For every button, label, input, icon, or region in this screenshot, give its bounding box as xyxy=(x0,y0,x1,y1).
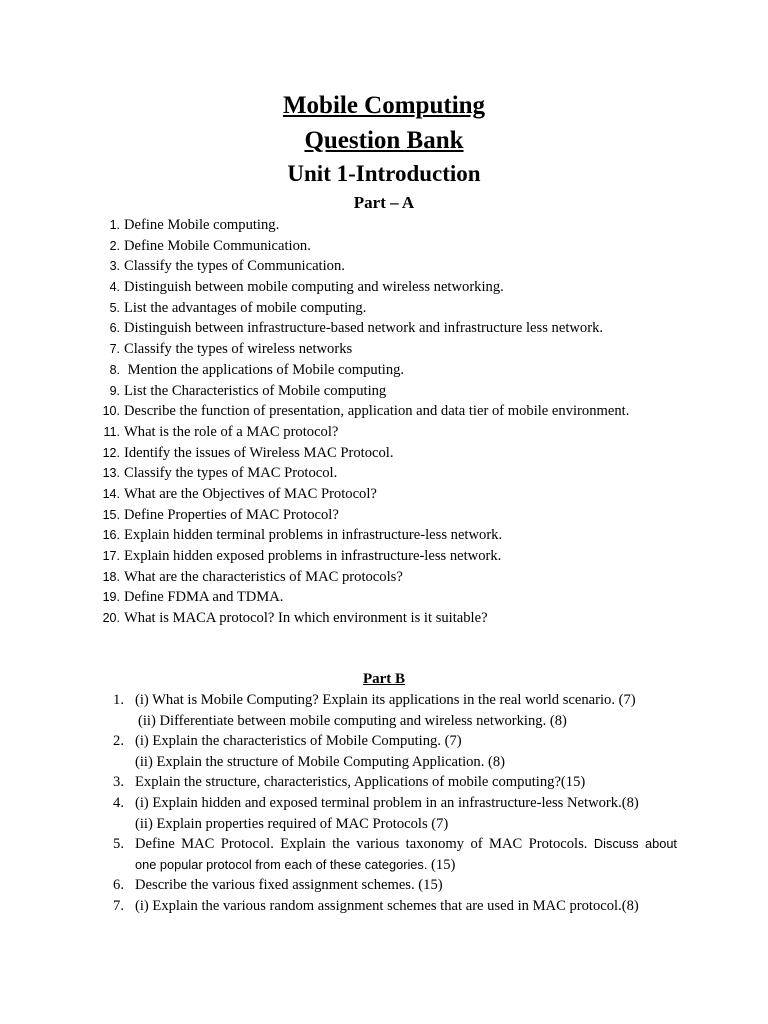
question-text: What are the characteristics of MAC protocols? xyxy=(124,568,403,585)
question-text: List the advantages of mobile computing. xyxy=(124,299,367,316)
question-text: Identify the issues of Wireless MAC Protocol. xyxy=(124,444,394,461)
question-text: (ii) Explain the structure of Mobile Computing Application. (8) xyxy=(135,753,506,770)
list-item: 6. Describe the various fixed assignment schemes. (15) xyxy=(100,875,690,896)
question-text: one popular protocol from each of these categories. (15) xyxy=(135,856,456,873)
list-item: 3. Explain the structure, characteristics, Applications of mobile computing?(15) xyxy=(100,772,690,793)
document-title: Mobile Computing xyxy=(282,92,486,119)
list-item: 1. (i) What is Mobile Computing? Explain its applications in the real world scenario. (7) (ii) Differentiate between mobile computing and wireless networking. (8) xyxy=(100,690,690,731)
question-text: Distinguish between infrastructure-based network and infrastructure less network. xyxy=(124,320,604,337)
question-text: Define Mobile computing. xyxy=(124,217,280,233)
question-text: Distinguish between mobile computing and wireless networking. xyxy=(124,279,504,296)
question-text: (i) Explain the characteristics of Mobile Computing. (7) xyxy=(135,733,462,750)
question-text: Define FDMA and TDMA. xyxy=(124,589,284,606)
question-text: (ii) Explain properties required of MAC Protocols (7) xyxy=(135,815,449,832)
question-text: List the Characteristics of Mobile computing xyxy=(124,382,387,399)
question-text: (i) Explain the various random assignment schemes that are used in MAC protocol.(8) xyxy=(135,897,639,914)
question-text: Explain hidden exposed problems in infrastructure-less network. xyxy=(124,548,502,564)
question-text: (ii) Differentiate between mobile computing and wireless networking. (8) xyxy=(138,712,567,729)
question-text: Classify the types of MAC Protocol. xyxy=(124,465,338,482)
question-text: Mention the applications of Mobile computing. xyxy=(124,361,405,378)
question-text: Explain the structure, characteristics, Applications of mobile computing?(15) xyxy=(135,774,586,791)
part-b-question-list xyxy=(100,690,690,917)
document-subtitle: Question Bank xyxy=(304,127,464,154)
list-item: 4. (i) Explain hidden and exposed terminal problem in an infrastructure-less Network.(8) (ii) Explain properties required of MAC Protocols (7) xyxy=(100,793,690,834)
list-item: 5. Define MAC Protocol. Explain the various taxonomy of MAC Protocols. Discuss about one popular protocol from each of these categories. (15) xyxy=(100,834,690,875)
list-item: 7. (i) Explain the various random assignment schemes that are used in MAC protocol.(8) xyxy=(100,896,690,917)
question-text: Describe the function of presentation, application and data tier of mobile environment. xyxy=(124,403,630,420)
question-text: Describe the various fixed assignment schemes. (15) xyxy=(135,877,443,894)
question-text: Define Mobile Communication. xyxy=(124,237,311,254)
question-text: (i) What is Mobile Computing? Explain its applications in the real world scenario. (7) xyxy=(135,692,636,708)
question-text: Define Properties of MAC Protocol? xyxy=(124,506,339,523)
part-b-heading: Part B xyxy=(362,671,406,687)
question-text: Explain hidden terminal problems in infrastructure-less network. xyxy=(124,527,503,544)
question-text: Classify the types of Communication. xyxy=(124,258,345,275)
question-text: Define MAC Protocol. Explain the various taxonomy of MAC Protocols. Discuss about xyxy=(135,836,677,853)
part-a-heading: Part – A xyxy=(353,193,415,212)
question-text: Classify the types of wireless networks xyxy=(124,341,353,358)
unit-heading: Unit 1-Introduction xyxy=(287,161,481,186)
question-text: What is the role of a MAC protocol? xyxy=(124,423,339,440)
question-text: What are the Objectives of MAC Protocol? xyxy=(124,485,377,502)
question-text: (i) Explain hidden and exposed terminal problem in an infrastructure-less Network.(8) xyxy=(135,794,639,811)
question-text: What is MACA protocol? In which environment is it suitable? xyxy=(124,610,488,627)
document-page: Mobile Computing Question Bank Unit 1-Introduction Part – A 1. Define Mobile computing. 2. Define Mobile Communication. 3. Classify the types of Communication. 4. Distinguish between mobile computing and wireless networking. 5. List the advantages of mobile computing. 6. Distinguish between infrastructure-based network and infrastructure less network. 7. Classify the types of wireless networks 8. Mention the applications of Mobile computing. 9. List the Characteristics of Mobile computing 10. Describe the function of presentation, application and data tier of mobile environment. 11. What is the role of a MAC protocol? 12. Identify the issues of Wireless MAC Protocol. 13. Classify the types of MAC Protocol. 14. What are the Objectives of MAC Protocol? 15. Define Properties of MAC Protocol? 16. Explain hidden terminal problems in infrastructure-less network. 17. Explain hidden exposed problems in infrastructure-less network. 18. What are the characteristics of MAC protocols? 19. Define FDMA and TDMA. 20. What is MACA protocol? In which environment is it suitable? Part B 1. (i) What is Mobile Computing? Explain its applications in the real world scenario. (7) (ii) Differentiate between mobile computing and wireless networking. (8) 2. (i) Explain the characteristics of Mobile Computing. (7) (ii) Explain the structure of Mobile Computing Application. (8) 3. Explain the structure, characteristics, Applications of mobile computing?(15) 4. (i) Explain hidden and exposed terminal problem in an infrastructure-less Network.(8) (ii) Explain properties required of MAC Protocols (7) 5. Define MAC Protocol. Explain the various taxonomy of MAC Protocols. Discuss about one popular protocol from each of these categories. (15) 6. Describe the various fixed assignment schemes. (15) 7. (i) Explain the various random assignment schemes that are used in MAC protocol.(8) xyxy=(0,0,768,1024)
list-item: 2. (i) Explain the characteristics of Mobile Computing. (7) (ii) Explain the structure of Mobile Computing Application. (8) xyxy=(100,731,690,772)
